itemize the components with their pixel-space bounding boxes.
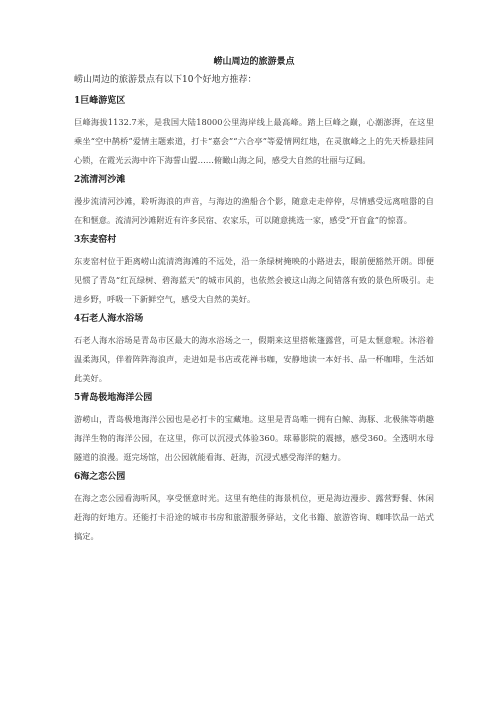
document-title: 崂山周边的旅游景点 (213, 57, 295, 67)
section-2 (74, 174, 434, 230)
section-body: 东麦窑村位于距离崂山流清湾海滩的不远处，沿一条绿树掩映的小路进去，眼前便豁然开朗。即便见惯了青岛“红瓦绿树、碧海蓝天”的城市风韵，也依然会被这山海之间错落有致的景色所吸引。走进乡野，呼吸一下新鲜空气，感受大自然的美好。 (74, 256, 434, 304)
intro-text: 崂山周边的旅游景点有以下10个好地方推荐： (74, 75, 257, 85)
section-body: 漫步流清河沙滩，聆听海浪的声音，与海边的渔船合个影，随意走走停停，尽情感受远离喧嚣的自在和惬意。流清河沙滩附近有许多民宿、农家乐，可以随意挑选一家，感受“开盲盒”的惊喜。 (74, 196, 434, 225)
document-page (74, 56, 434, 550)
section-body: 石老人海水浴场是青岛市区最大的海水浴场之一，假期来这里搭帐篷露营，可是太惬意啦。沐浴着温柔海风，伴着阵阵海浪声，走进如是书店或花禅书咖，安静地读一本好书、品一杯咖啡，生活如此美好。 (74, 335, 434, 383)
section-body: 巨峰海拔1132.7米，是我国大陆18000公里海岸线上最高峰。踏上巨峰之巅，心潮澎湃，在这里乘坐“空中鹊桥”爱情主题索道，打卡“嘉会”“六合亭”等爱情网红地，在灵旗峰之上的先天桥悬挂同心锁，在霞光云海中许下海誓山盟……俯瞰山海之间，感受大自然的壮丽与辽阔。 (74, 117, 434, 165)
section-heading: 6海之恋公园 (74, 472, 126, 482)
section-1 (74, 95, 434, 170)
section-heading: 3东麦窑村 (74, 235, 117, 245)
section-6 (74, 471, 434, 546)
section-heading: 1巨峰游览区 (74, 96, 126, 106)
section-heading: 5青岛极地海洋公园 (74, 393, 153, 403)
section-4 (74, 313, 434, 388)
section-heading: 2流清河沙滩 (74, 175, 126, 185)
section-body: 游崂山，青岛极地海洋公园也是必打卡的宝藏地。这里是青岛唯一拥有白鲸、海豚、北极熊等萌趣海洋生物的海洋公园，在这里，你可以沉浸式体验360。球幕影院的震撼，感受360。全透明水母隧道的浪漫。逛完场馆，出公园就能看海、赶海，沉浸式感受海洋的魅力。 (74, 414, 434, 462)
section-body: 在海之恋公园看海听风，享受惬意时光。这里有绝佳的海景机位，更是海边漫步、露营野餐、休闲赶海的好地方。还能打卡沿途的城市书房和旅游服务驿站，文化书籍、旅游咨询、咖啡饮品一站式搞定。 (74, 493, 434, 541)
section-5 (74, 392, 434, 467)
section-heading: 4石老人海水浴场 (74, 314, 144, 324)
section-3 (74, 234, 434, 309)
